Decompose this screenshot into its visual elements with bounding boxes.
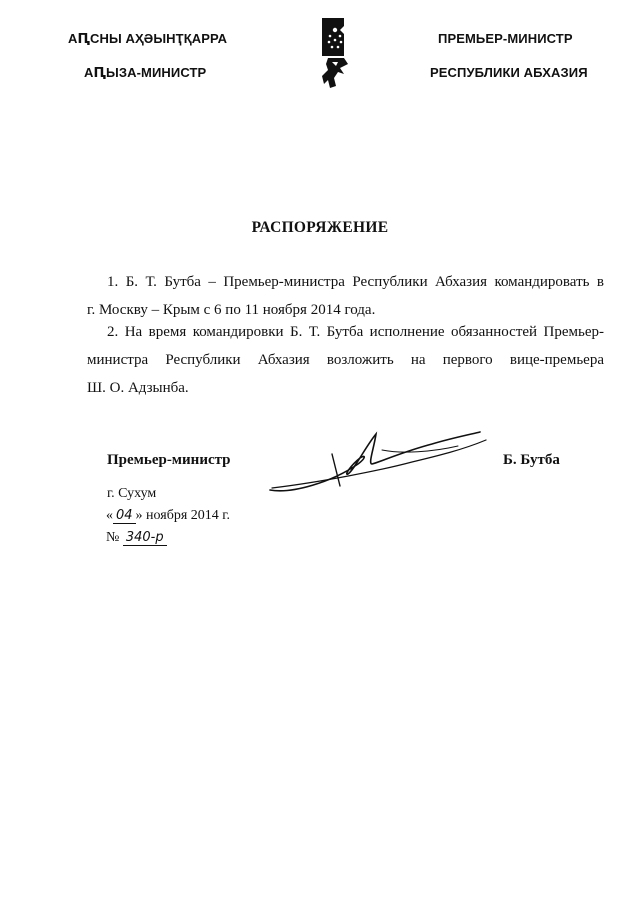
signatory-title: Премьер-министр: [107, 452, 231, 468]
signatory-name: Б. Бутба: [503, 452, 560, 468]
paragraph-2-line-3: Ш. О. Адзынба.: [87, 380, 189, 396]
header-left-line2: АԤЫЗА-МИНИСТР: [84, 65, 207, 80]
paragraph-2-line-1: 2. На время командировки Б. Т. Бутба исполнение обязанностей Премьер-: [107, 324, 604, 340]
number-prefix: №: [106, 530, 120, 545]
paragraph-2: [87, 318, 604, 402]
issue-date: [106, 508, 230, 524]
date-rest: » ноября 2014 г.: [135, 508, 230, 523]
header-right-line2: РЕСПУБЛИКИ АБХАЗИЯ: [430, 65, 588, 80]
paragraph-1-line-2: г. Москву – Крым с 6 по 11 ноября 2014 года.: [87, 302, 376, 318]
issue-city: г. Сухум: [107, 486, 157, 501]
document-title: РАСПОРЯЖЕНИЕ: [251, 219, 389, 236]
number-value-handwritten: 340-р: [123, 531, 167, 546]
date-day-handwritten: 04: [113, 509, 136, 524]
paragraph-1: [87, 268, 604, 324]
emblem-icon: [318, 16, 354, 92]
paragraph-1-line-1: 1. Б. Т. Бутба – Премьер-министра Республики Абхазия командировать в: [107, 274, 604, 290]
document-number: [106, 530, 167, 546]
header-right-line1: ПРЕМЬЕР-МИНИСТР: [438, 31, 573, 46]
paragraph-2-line-2: министра Республики Абхазия возложить на первого вице-премьера: [87, 352, 604, 368]
header-left-line1: АԤСНЫ АҲӘЫНҬҚАРРА: [68, 31, 228, 46]
handwritten-signature: [262, 424, 492, 504]
date-open-quote: «: [106, 508, 113, 523]
